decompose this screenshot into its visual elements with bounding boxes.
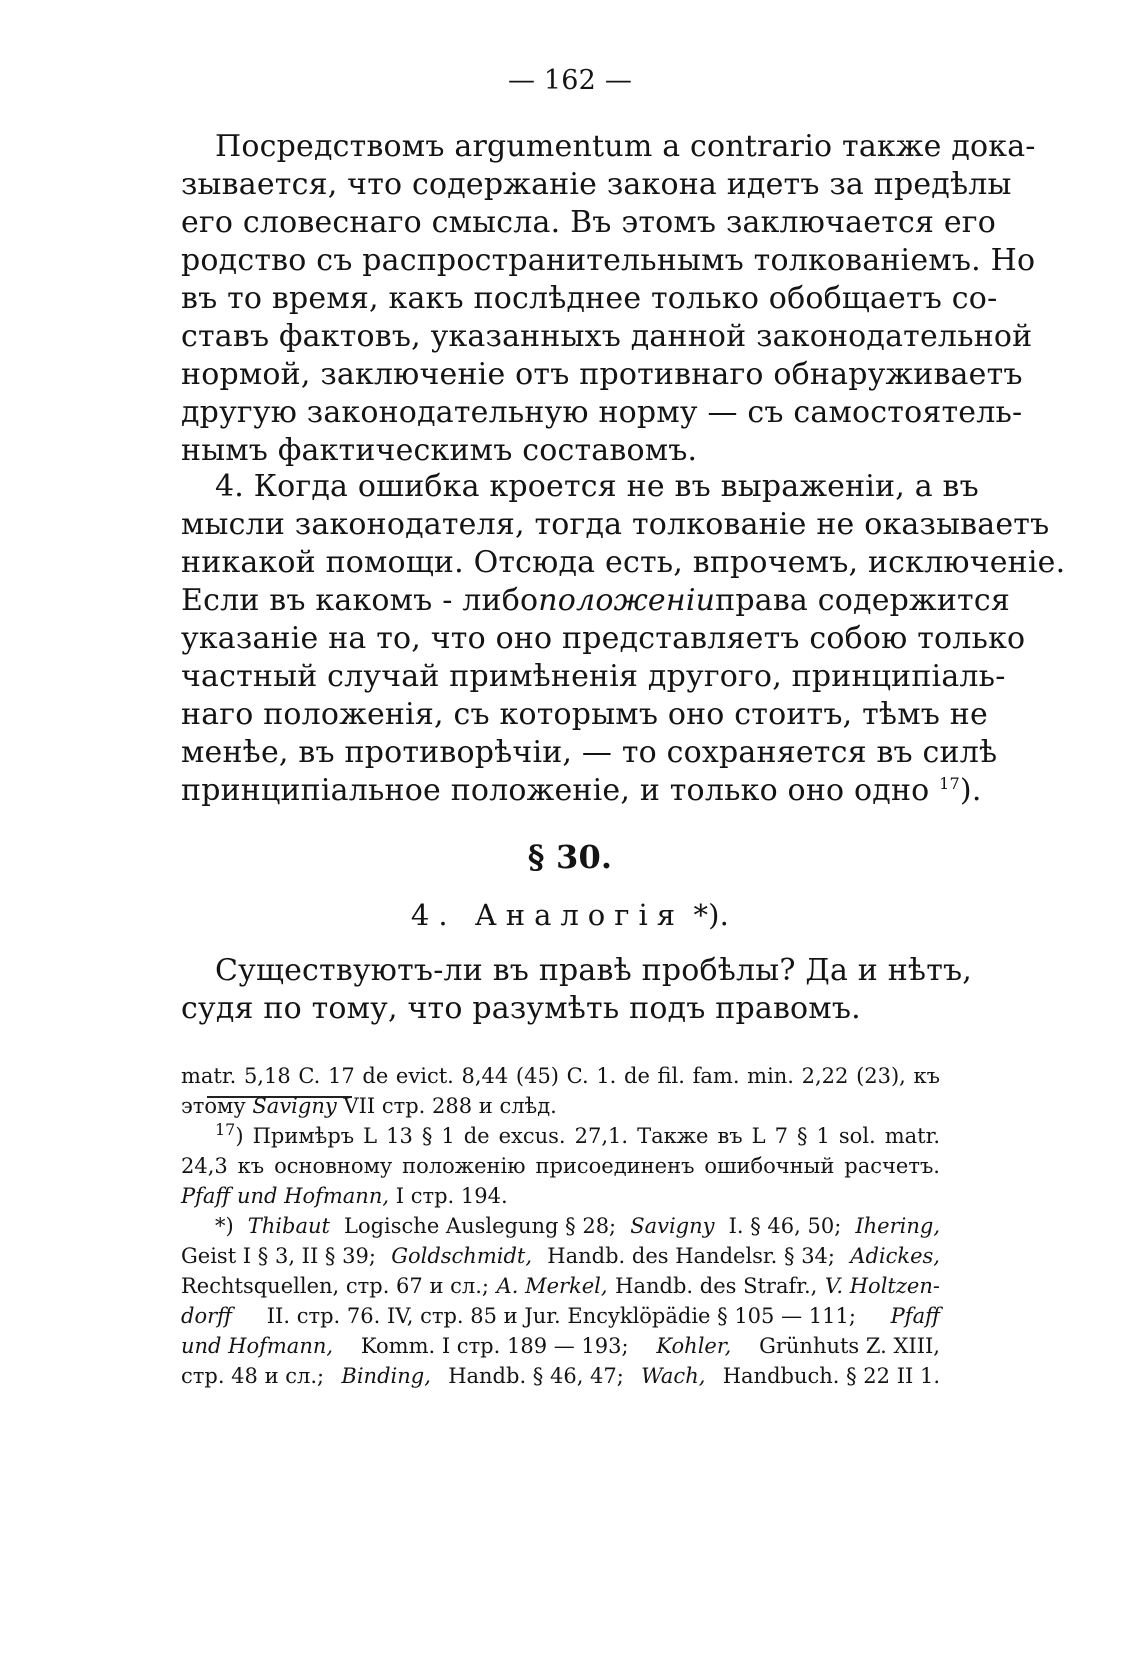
footnote-text: *): [215, 1214, 234, 1238]
footnote-text: Handb. § 46, 47;: [448, 1364, 624, 1388]
author-name: Thibaut: [247, 1214, 330, 1238]
footnote-text: Geist I § 3, II § 39;: [181, 1244, 376, 1268]
text-line: мысли законодателя, тогда толкованіе не оказываетъ: [181, 507, 1050, 542]
page-number: — 162 —: [507, 65, 633, 96]
text-segment: ).: [959, 773, 982, 808]
text-line: менѣе, въ противорѣчіи, — то сохраняется въ силѣ: [181, 735, 998, 770]
footnote-text: VII стр. 288 и слѣд.: [343, 1094, 557, 1118]
text-line: никакой помощи. Отсюда есть, впрочемъ, исключеніе.: [181, 545, 1066, 580]
footnote-ref-star[interactable]: *).: [693, 898, 730, 932]
footnote-line: [181, 1241, 940, 1271]
text-line: другую законодательную норму — съ самостоятель-: [181, 395, 1023, 430]
footnote-text: этому: [181, 1094, 246, 1118]
text-segment: Если въ какомъ - либо: [181, 583, 539, 618]
author-name: Pfaff und Hofmann,: [181, 1184, 390, 1208]
text-line: [181, 772, 982, 810]
text-line: зывается, что содержаніе закона идетъ за предѣлы: [181, 167, 1012, 202]
text-segment: права содержится: [715, 583, 1010, 618]
text-segment: принципіальное положеніе, и только оно одно: [181, 773, 930, 808]
text-line: нымъ фактическимъ составомъ.: [181, 433, 698, 468]
footnote-line: [215, 1121, 940, 1151]
footnote-ref[interactable]: 17: [939, 774, 960, 793]
text-line: судя по тому, что разумѣть подъ правомъ.: [181, 991, 861, 1026]
footnote-line: [181, 1301, 940, 1331]
footnote-line: matr. 5,18 C. 17 de evict. 8,44 (45) C. 1. de fil. fam. min. 2,22 (23), къ: [181, 1064, 940, 1088]
text-line: нормой, заключеніе отъ противнаго обнаруживаетъ: [181, 357, 1023, 392]
text-line: частный случай примѣненія другого, принципіаль-: [181, 659, 1006, 694]
emphasis-text: положеніи: [538, 583, 716, 618]
text-line: ставъ фактовъ, указанныхъ данной законодательной: [181, 319, 1033, 354]
author-name: und Hofmann,: [181, 1334, 334, 1358]
author-name: Wach,: [641, 1364, 706, 1388]
text-line: родство съ распространительнымъ толкованіемъ. Но: [181, 243, 1036, 278]
author-name: Adickes,: [850, 1244, 940, 1268]
author-name: Goldschmidt,: [391, 1244, 533, 1268]
subheading-text: 4. Аналогія: [410, 898, 685, 932]
footnote-line: [181, 1091, 557, 1121]
footnote-text: II. стр. 76. IV, стр. 85 и Jur. Encyklöpädie § 105 — 111;: [266, 1304, 856, 1328]
author-name: dorff: [181, 1304, 233, 1328]
footnote-text: I стр. 194.: [395, 1184, 508, 1208]
author-name: Ihering,: [855, 1214, 940, 1238]
text-line: указаніе на то, что оно представляетъ собою только: [181, 621, 1026, 656]
author-name: A. Merkel,: [496, 1274, 608, 1298]
footnote-text: Logische Auslegung § 28;: [344, 1214, 617, 1238]
text-line: въ то время, какъ послѣднее только обобщаетъ со-: [181, 281, 998, 316]
author-name: V. Holtzen-: [824, 1274, 940, 1298]
footnote-line: [181, 1361, 940, 1391]
footnote-number: 17: [215, 1120, 236, 1139]
section-heading: § 30.: [527, 838, 613, 876]
text-line: его словеснаго смысла. Въ этомъ заключается его: [181, 205, 996, 240]
text-line: Посредствомъ argumentum a contrario также дока-: [215, 129, 1036, 164]
footnote-line: [181, 1271, 940, 1301]
footnote-text: Handb. des Handelsr. § 34;: [547, 1244, 835, 1268]
footnote-line: [215, 1211, 940, 1241]
footnote-text: Rechtsquellen, стр. 67 и сл.;: [181, 1274, 489, 1298]
footnote-line: [181, 1331, 940, 1361]
section-subheading: [380, 896, 760, 934]
author-name: Savigny: [630, 1214, 715, 1238]
text-line: [181, 582, 1010, 620]
footnote-line: [181, 1181, 508, 1211]
footnote-text: I. § 46, 50;: [728, 1214, 842, 1238]
footnote-text: Handbuch. § 22 II 1.: [722, 1364, 940, 1388]
author-name: Kohler,: [656, 1334, 732, 1358]
text-line: 4. Когда ошибка кроется не въ выраженіи, а въ: [215, 469, 979, 504]
author-name: Binding,: [341, 1364, 431, 1388]
text-line: наго положенія, съ которымъ оно стоитъ, тѣмъ не: [181, 697, 988, 732]
footnote-line: 24,3 къ основному положенію присоединенъ ошибочный расчетъ.: [181, 1154, 940, 1178]
footnote-text: Handb. des Strafr.,: [615, 1274, 818, 1298]
footnote-text: Komm. I стр. 189 — 193;: [360, 1334, 629, 1358]
author-name: Pfaff: [890, 1304, 940, 1328]
author-name: Savigny: [252, 1094, 337, 1118]
text-line: Существуютъ-ли въ правѣ пробѣлы? Да и нѣтъ,: [215, 953, 973, 988]
footnote-text: ) Примѣръ L 13 § 1 de excus. 27,1. Также въ L 7 § 1 sol. matr.: [235, 1124, 940, 1148]
footnote-text: стр. 48 и сл.;: [181, 1364, 325, 1388]
footnote-text: Grünhuts Z. XIII,: [759, 1334, 940, 1358]
